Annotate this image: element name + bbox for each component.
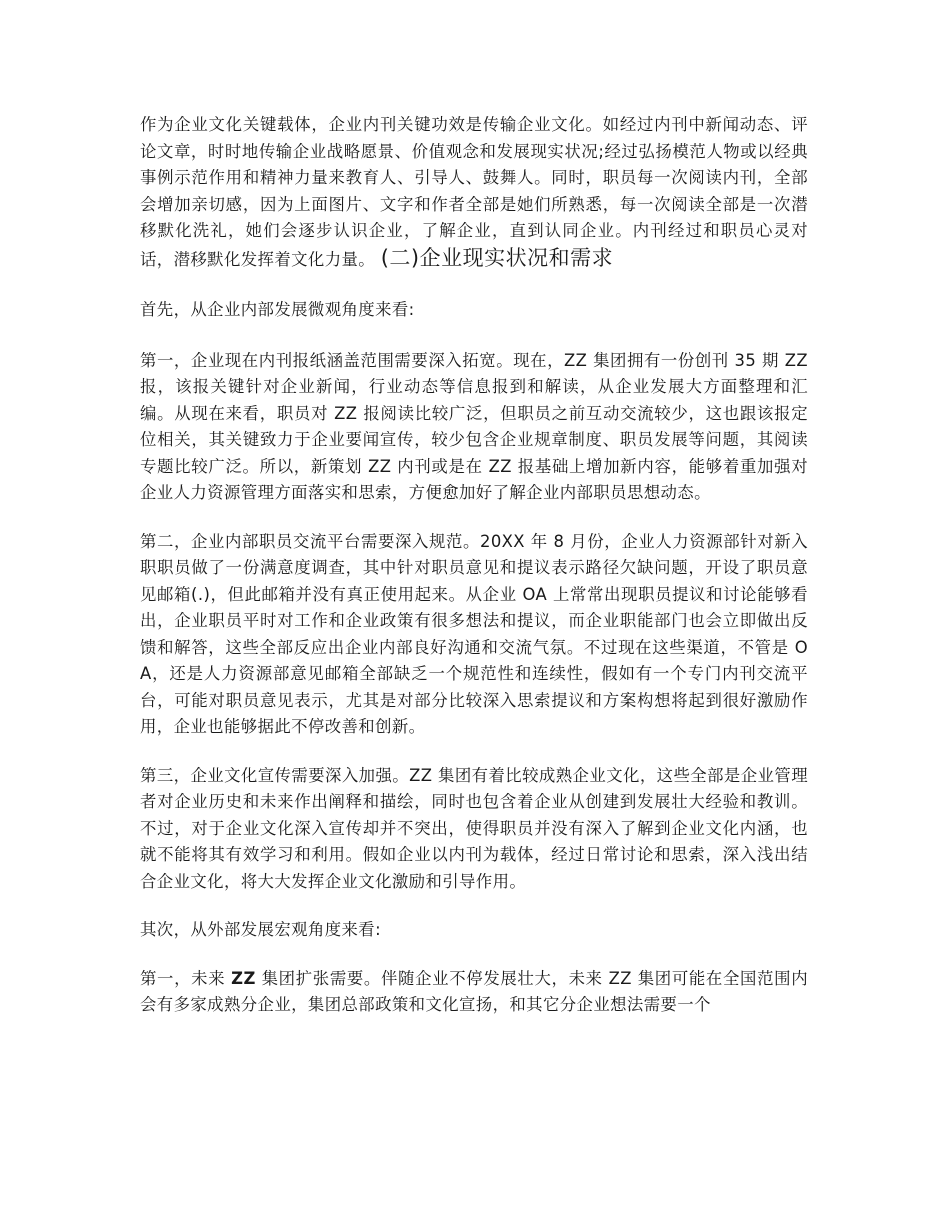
paragraph-1-text: 作为企业文化关键载体，企业内刊关键功效是传输企业文化。如经过内刊中新闻动态、评论文章，时时地传输企业战略愿景、价值观念和发展现实状况;经过弘扬模范人物或以经典事例示范作用和精神力量来教育人、引导人、鼓舞人。同时，职员每一次阅读内刊，全部会增加亲切感，因为上面图片、文字和作者全部是她们所熟悉，每一次阅读全部是一次潜移默化洗礼，她们会逐步认识企业，了解企业，直到认同企业。内刊经过和职员心灵对话，潜移默化发挥着文化力量。	[140, 115, 808, 269]
document-body	[140, 112, 808, 1019]
section-heading: (二)企业现实状况和需求	[380, 245, 614, 270]
paragraph-7-bold: ZZ	[231, 968, 256, 988]
paragraph-3: 第一，企业现在内刊报纸涵盖范围需要深入拓宽。现在，ZZ 集团拥有一份创刊 35 期 ZZ 报，该报关键针对企业新闻，行业动态等信息报到和解读，从企业发展大方面整理和汇编。从现在来看，职员对 ZZ 报阅读比较广泛，但职员之前互动交流较少，这也跟该报定位相关，其关键致力于企业要闻宣传，较少包含企业规章制度、职员发展等问题，其阅读专题比较广泛。所以，新策划 ZZ 内刊或是在 ZZ 报基础上增加新内容，能够着重加强对企业人力资源管理方面落实和思索，方便愈加好了解企业内部职员思想动态。	[140, 350, 808, 502]
paragraph-7	[140, 966, 808, 1019]
paragraph-5: 第三，企业文化宣传需要深入加强。ZZ 集团有着比较成熟企业文化，这些全部是企业管理者对企业历史和未来作出阐释和描绘，同时也包含着企业从创建到发展壮大经验和教训。不过，对于企业文化深入宣传却并不突出，使得职员并没有深入了解到企业文化内涵，也就不能将其有效学习和利用。假如企业以内刊为载体，经过日常讨论和思索，深入浅出结合企业文化，将大大发挥企业文化激励和引导作用。	[140, 765, 808, 891]
paragraph-7-rest: 集团扩张需要。伴随企业不停发展壮大，未来 ZZ 集团可能在全国范围内会有多家成熟分企业，集团总部政策和文化宣扬，和其它分企业想法需要一个	[140, 968, 808, 1014]
paragraph-7-prefix: 第一，未来	[140, 968, 232, 988]
paragraph-4: 第二，企业内部职员交流平台需要深入规范。20XX 年 8 月份，企业人力资源部针对新入职职员做了一份满意度调查，其中针对职员意见和提议表示路径欠缺问题，开设了职员意见邮箱(.)，但此邮箱并没有真正使用起来。从企业 OA 上常常出现职员提议和讨论能够看出，企业职员平时对工作和企业政策有很多想法和提议，而企业职能部门也会立即做出反馈和解答，这些全部反应出企业内部良好沟通和交流气氛。不过现在这些渠道，不管是 OA，还是人力资源部意见邮箱全部缺乏一个规范性和连续性，假如有一个专门内刊交流平台，可能对职员意见表示，尤其是对部分比较深入思索提议和方案构想将起到很好激励作用，企业也能够据此不停改善和创新。	[140, 531, 808, 736]
paragraph-1	[140, 112, 808, 273]
paragraph-6: 其次，从外部发展宏观角度来看:	[140, 920, 381, 939]
paragraph-2: 首先，从企业内部发展微观角度来看:	[140, 300, 415, 319]
